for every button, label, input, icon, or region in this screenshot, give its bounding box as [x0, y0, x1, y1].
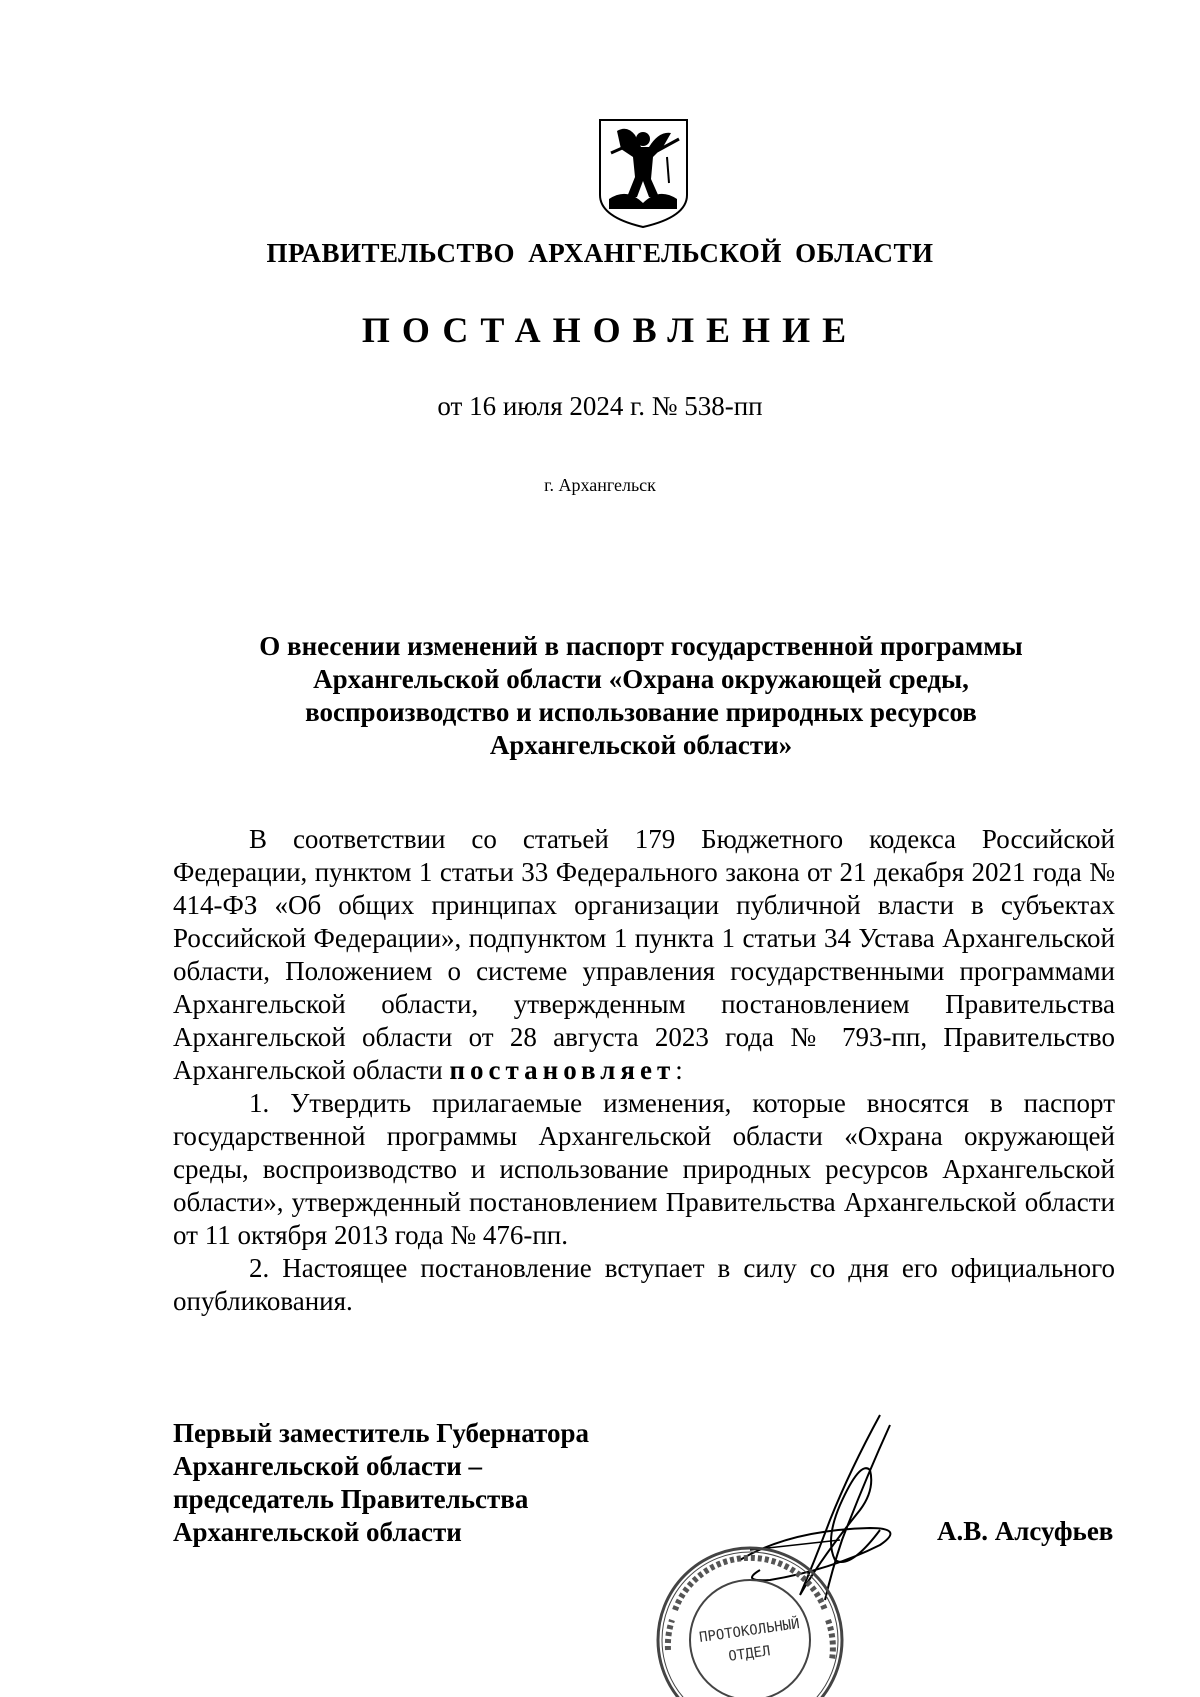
decree-colon: :	[675, 1055, 683, 1085]
position-line: Архангельской области	[173, 1517, 462, 1547]
preamble-text: В соответствии со статьей 179 Бюджетного кодекса Российской Федерации, пунктом 1 статьи 33 Федерального закона от 21 декабря 2021 года № 414-ФЗ «Об общих принципах организации публичной власти в субъектах Российской Федерации», подпунктом 1 пункта 1 статьи 34 Устава Архангельской области, Положением о системе управления государственными программами Архангельской области, утвержденным постановлением Правительства Архангельской области от 28 августа 2023 года № 793-пп, Правительство Архангельской области	[173, 824, 1115, 1085]
document-body	[173, 823, 1115, 1318]
document-city: г. Архангельск	[544, 475, 656, 495]
signatory-position	[173, 1417, 589, 1549]
stamp-text-2: ОТДЕЛ	[727, 1643, 772, 1665]
signatory-name: А.В. Алсуфьев	[937, 1516, 1114, 1546]
position-line: Первый заместитель Губернатора	[173, 1418, 589, 1448]
subject-line: Архангельской области «Охрана окружающей среды,	[313, 664, 969, 694]
subject-line: воспроизводство и использование природных ресурсов	[305, 697, 977, 727]
item-1-paragraph: 1. Утвердить прилагаемые изменения, которые вносятся в паспорт государственной программы Архангельской области «Охрана окружающей среды, воспроизводство и использование природных ресурсов Архангельской области», утвержденный постановлением Правительства Архангельской области от 11 октября 2013 года № 476-пп.	[173, 1088, 1115, 1250]
stamp-text-1: ПРОТОКОЛЬНЫЙ	[698, 1616, 801, 1647]
position-line: Архангельской области –	[173, 1451, 483, 1481]
position-line: председатель Правительства	[173, 1484, 529, 1514]
decree-word: постановляет	[449, 1055, 676, 1085]
subject-line: О внесении изменений в паспорт государственной программы	[259, 631, 1023, 661]
document-subject	[170, 630, 1112, 762]
subject-line: Архангельской области»	[489, 730, 793, 760]
official-stamp	[650, 1540, 850, 1697]
document-type: ПОСТАНОВЛЕНИЕ	[361, 310, 859, 350]
government-name: ПРАВИТЕЛЬСТВО АРХАНГЕЛЬСКОЙ ОБЛАСТИ	[266, 238, 934, 268]
preamble-paragraph	[173, 823, 1115, 1087]
item-2-paragraph: 2. Настоящее постановление вступает в силу со дня его официального опубликования.	[173, 1253, 1115, 1316]
document-date-number: от 16 июля 2024 г. № 538-пп	[437, 391, 763, 421]
coat-of-arms-icon	[597, 117, 690, 230]
stamp-seal-icon	[650, 1540, 850, 1697]
